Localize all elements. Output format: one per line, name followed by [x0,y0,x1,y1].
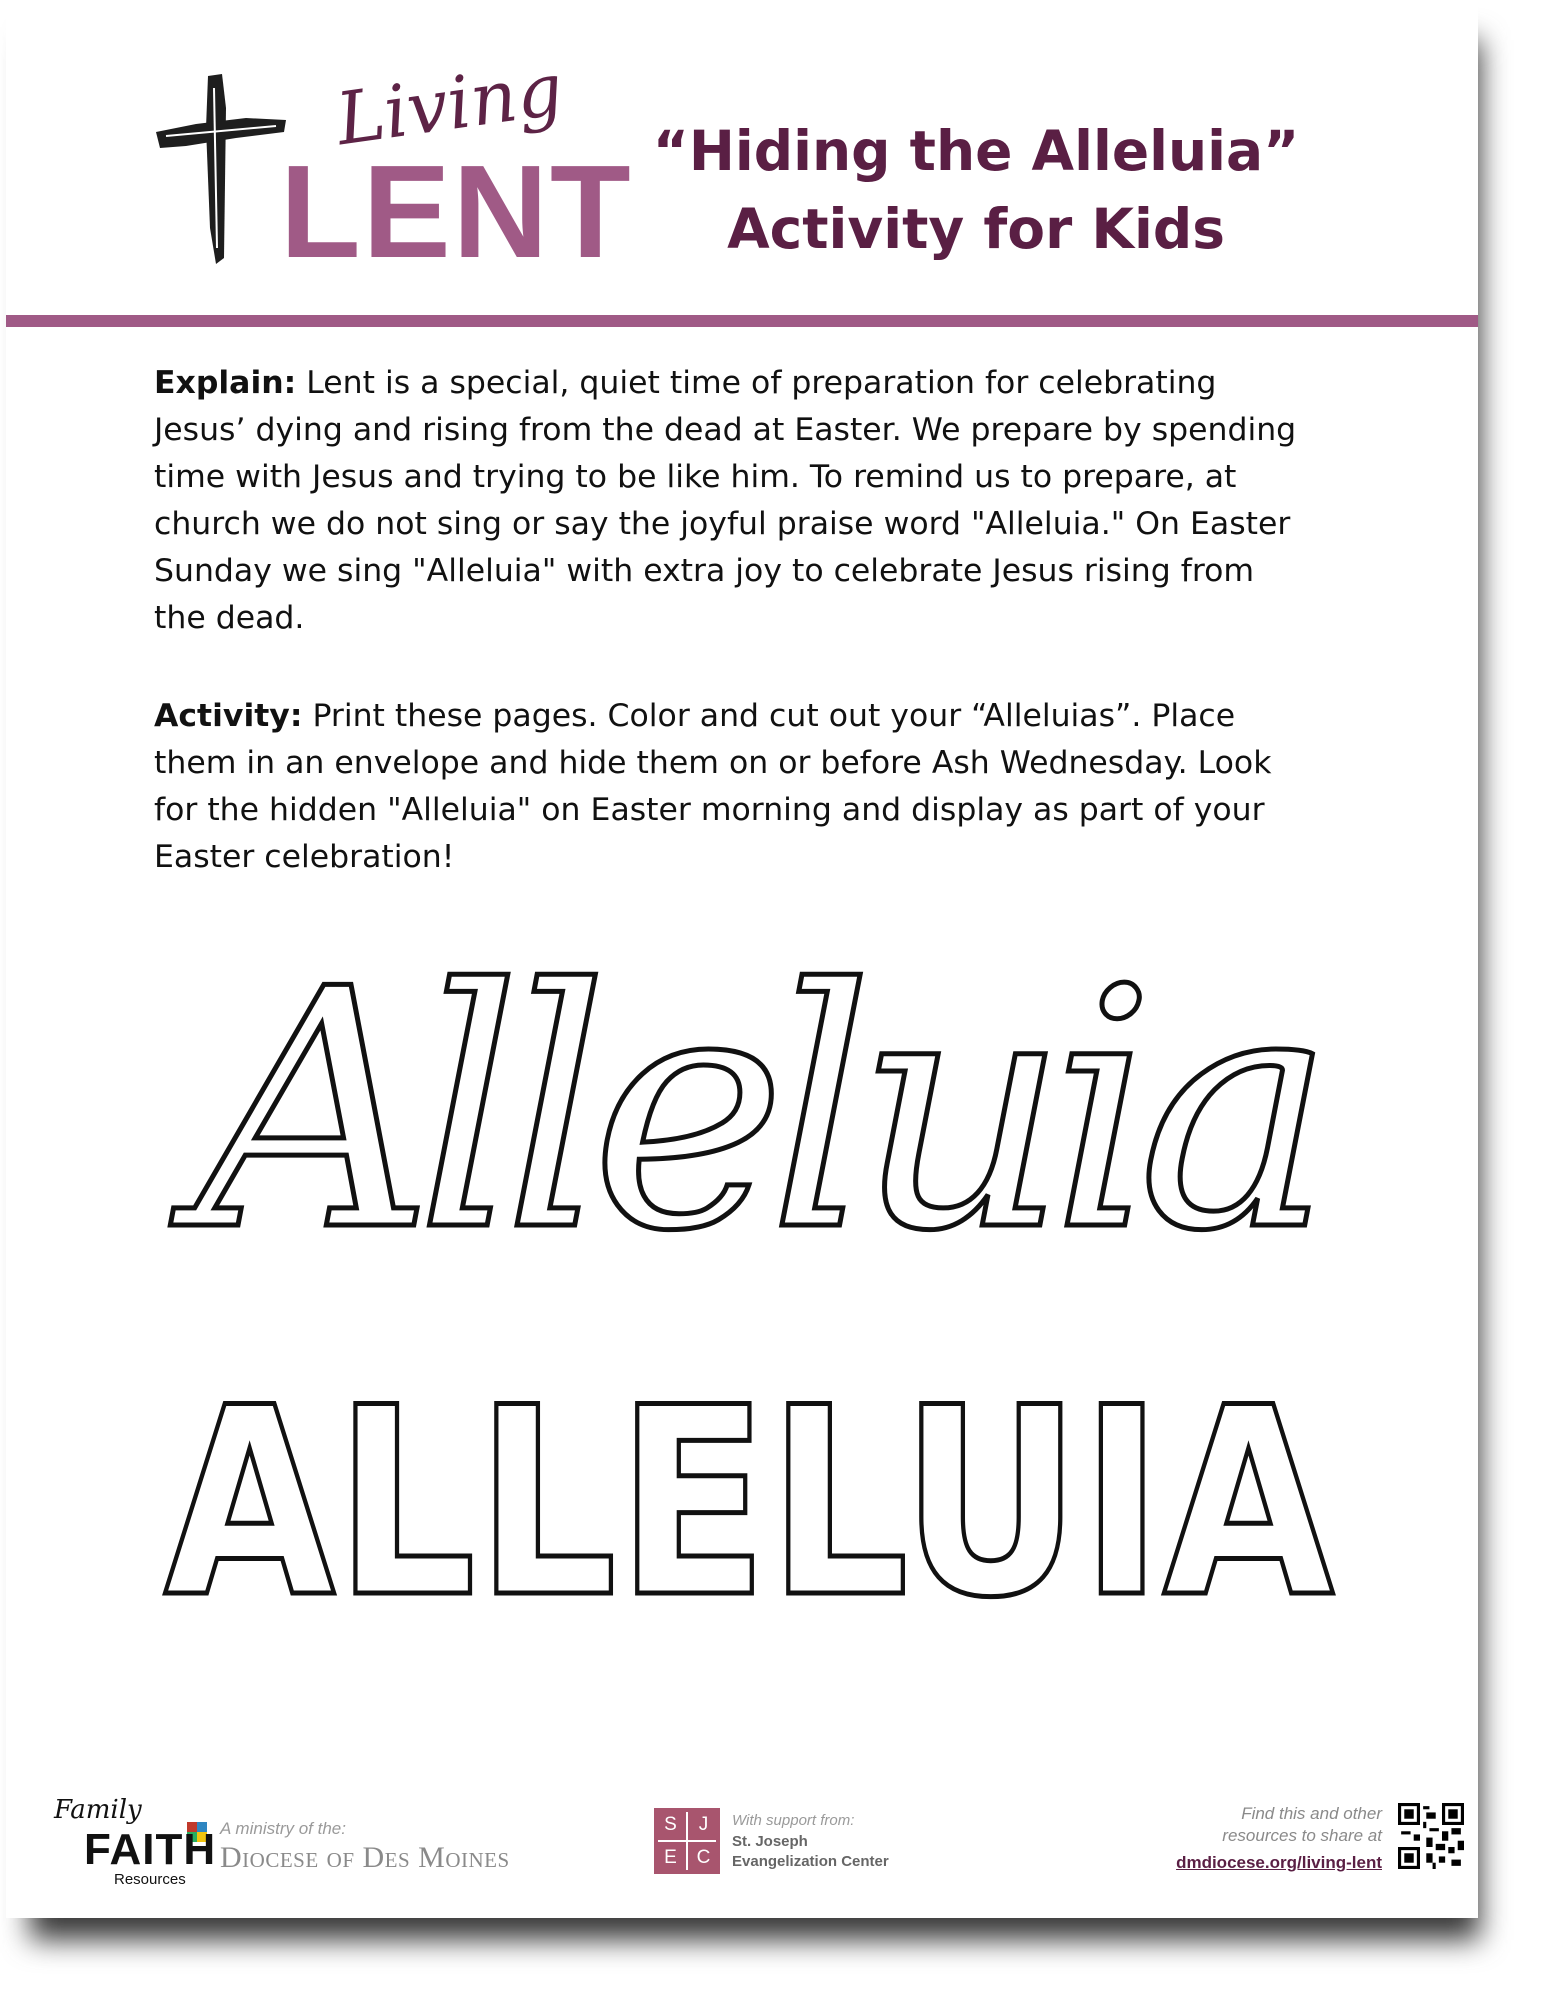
activity-label: Activity: [154,698,303,734]
support-text: With support from: [732,1812,855,1829]
sjec-letter-e: E [664,1847,677,1868]
living-lent-logo [156,46,633,285]
family-text: Family [54,1795,142,1825]
activity-page [6,0,1478,1918]
sjec-letter-c: C [696,1847,711,1868]
sjec-divider-horizontal [658,1840,716,1842]
find-line-2: resources to share at [1222,1826,1382,1845]
script-alleluia-text: Alleluia [195,919,1317,1303]
family-faith-logo [54,1795,524,1888]
sjec-badge [654,1808,720,1874]
header-divider [6,315,1478,327]
qr-code-icon[interactable] [1398,1803,1464,1869]
explain-label: Explain: [154,365,297,401]
block-alleluia-outline [154,1353,1344,1655]
title-line-2: Activity for Kids [727,197,1225,261]
sje-line-1: St. Joseph [732,1833,808,1850]
find-line-1: Find this and other [1241,1804,1382,1823]
block-alleluia-text: ALLELUIA [164,1353,1336,1655]
script-alleluia-outline [195,919,1317,1325]
title-line-1: “Hiding the Alleluia” [652,119,1300,183]
faith-text: FAITH [84,1825,217,1874]
cross-icon [156,68,286,268]
logo-lent-text: LENT [280,138,633,285]
activity-text: Print these pages. Color and cut out your “Alleluias”. Place them in an envelope and hide them on or before Ash Wednesday. Look for the hidden "Alleluia" on Easter morning and display as part of your Easter celebration! [154,698,1272,875]
resources-text: Resources [114,1871,186,1888]
page-title [606,112,1346,268]
ministry-text: A ministry of the: [220,1819,346,1838]
sjec-logo [654,1808,954,1878]
sje-line-2: Evangelization Center [732,1853,889,1870]
activity-paragraph [154,693,1304,881]
sje-name [732,1832,889,1872]
explain-paragraph [154,360,1304,642]
find-resources-text [1122,1803,1382,1847]
resource-url-link[interactable]: dmdiocese.org/living-lent [1176,1853,1382,1872]
sjec-letter-j: J [698,1814,709,1835]
sjec-letter-s: S [664,1814,677,1835]
explain-text: Lent is a special, quiet time of preparation for celebrating Jesus’ dying and rising from the dead at Easter. We prepare by spending time with Jesus and trying to be like him. To remind us to prepare, at church we do not sing or say the joyful praise word "Alleluia." On Easter Sunday we sing "Alleluia" with extra joy to celebrate Jesus rising from the dead. [154,365,1297,636]
logo-living-text: Living [331,46,568,162]
resource-link-block [1084,1803,1464,1883]
diocese-text: Diocese of Des Moines [220,1841,510,1874]
